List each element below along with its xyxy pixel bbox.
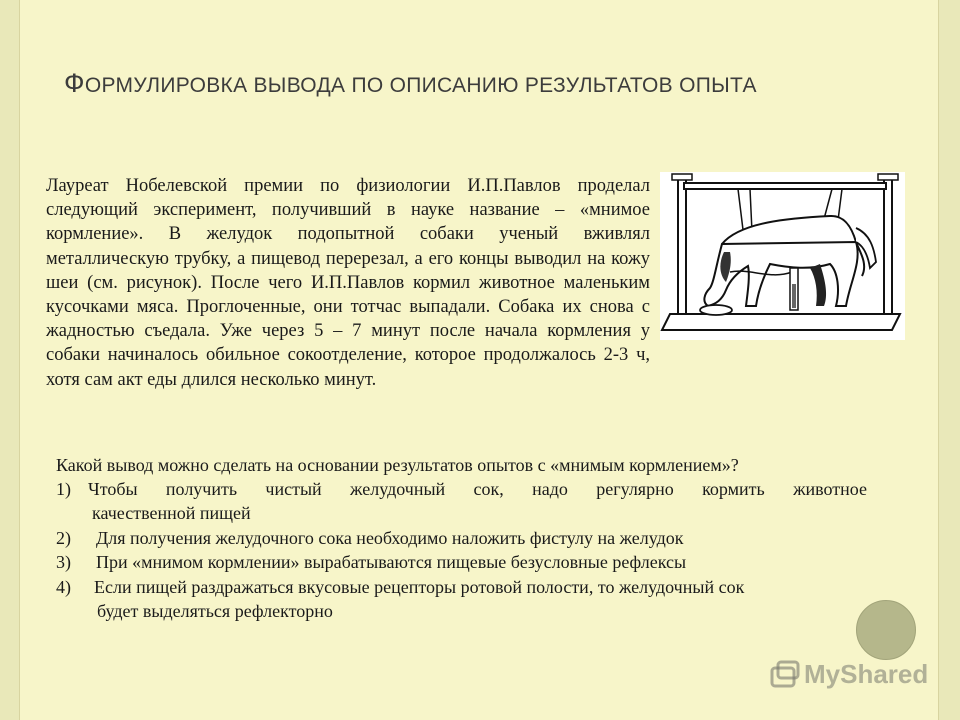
myshared-logo-icon: [770, 660, 800, 688]
title-rest: ОРМУЛИРОВКА ВЫВОДА ПО ОПИСАНИЮ РЕЗУЛЬТАТОВ ОПЫТА: [84, 74, 757, 97]
watermark-text: MyShared: [804, 658, 929, 689]
title-first-letter: Ф: [64, 68, 85, 98]
description-paragraph: Лауреат Нобелевской премии по физиологии И.П.Павлов проделал следующий эксперимент, получивший в науке название – «мнимое кормление». В желудок подопытной собаки ученый вживлял металлическую трубку, а пищевод перерезал, а его концы выводил на кожу шеи (см. рисунок). После чего И.П.Павлов кормил животное маленьким кусочками мяса. Проглоченные, они тотчас выпадали. Собака их снова с жадностью съедала. Уже через 5 – 7 минут после начала кормления у собаки начиналось обильное сокоотделение, которое продолжалось 2-3 ч, хотя сам акт еды длился несколько минут.: [46, 176, 650, 390]
question-text: Какой вывод можно сделать на основании результатов опытов с «мнимым кормлением»?: [56, 455, 739, 475]
option-number: 2): [56, 527, 71, 548]
slide-title: [64, 68, 757, 99]
option-number: 4): [56, 576, 71, 597]
answer-option-4: [56, 575, 867, 624]
dog-drawing-icon: [660, 172, 905, 340]
option-text: Если пищей раздражаться вкусовые рецепторы ротовой полости, то желудочный сок: [94, 576, 745, 597]
option-text-continued: качественной пищей: [92, 503, 251, 524]
answer-option-3: [56, 550, 867, 574]
option-text-continued: будет выделяться рефлекторно: [97, 601, 333, 622]
dog-experiment-illustration: [660, 172, 905, 340]
answer-option-1: [56, 477, 867, 526]
answer-option-2: [56, 526, 867, 550]
answer-options: [56, 477, 867, 623]
option-text: При «мнимом кормлении» вырабатываются пищевые безусловные рефлексы: [96, 552, 687, 573]
myshared-watermark: [770, 657, 928, 691]
option-text: Чтобы получить чистый желудочный сок, надо регулярно кормить животное: [88, 479, 867, 499]
decorative-circle: [856, 600, 916, 660]
option-text: Для получения желудочного сока необходимо наложить фистулу на желудок: [96, 527, 684, 548]
option-number: 1): [56, 479, 71, 499]
option-number: 3): [56, 552, 71, 573]
